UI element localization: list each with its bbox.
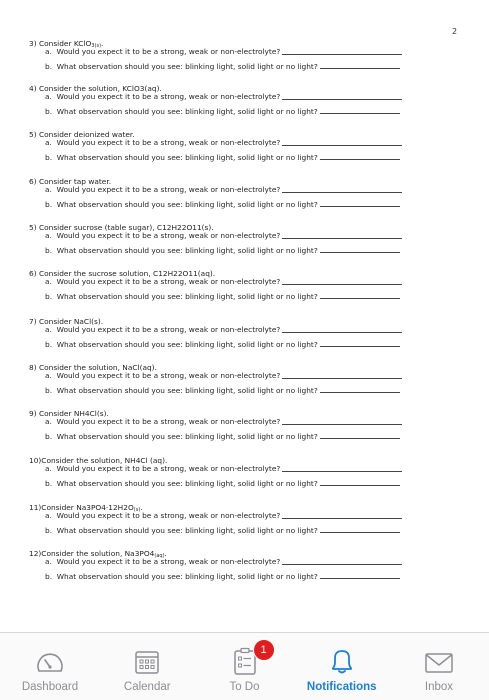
answer-blank[interactable] (320, 578, 400, 579)
question-heading: 3) Consider KClO$_{3(s)}$. (29, 39, 104, 49)
part-b-prompt: b. What observation should you see: blinking light, solid light or no light? (45, 478, 318, 488)
answer-blank[interactable] (320, 113, 400, 114)
question-8 (29, 364, 449, 394)
part-b-prompt: b. What observation should you see: blinking light, solid light or no light? (45, 431, 318, 441)
part-a-prompt: a. Would you expect it to be a strong, weak or non-electrolyte? (45, 511, 281, 521)
question-12 (29, 550, 449, 580)
question-6 (29, 178, 449, 208)
bell-icon (328, 641, 356, 675)
answer-blank[interactable] (320, 438, 400, 439)
todo-count-badge: 1 (253, 639, 275, 661)
part-b-prompt: b. What observation should you see: blinking light, solid light or no light? (45, 291, 318, 301)
part-a-prompt: a. Would you expect it to be a strong, weak or non-electrolyte? (45, 464, 281, 474)
answer-blank[interactable] (282, 99, 402, 100)
answer-blank[interactable] (320, 485, 400, 486)
part-b-prompt: b. What observation should you see: blinking light, solid light or no light? (45, 525, 318, 535)
calendar-icon (134, 641, 160, 675)
part-b-prompt: b. What observation should you see: blinking light, solid light or no light? (45, 199, 318, 209)
question-heading: 5) Consider deionized water. (29, 130, 135, 139)
answer-blank[interactable] (282, 332, 402, 333)
part-a-prompt: a. Would you expect it to be a strong, weak or non-electrolyte? (45, 325, 281, 335)
tab-todo[interactable] (205, 633, 285, 700)
question-heading: 4) Consider the solution, KClO3(aq). (29, 84, 162, 93)
part-a-prompt: a. Would you expect it to be a strong, weak or non-electrolyte? (45, 557, 281, 567)
answer-blank[interactable] (320, 252, 400, 253)
answer-blank[interactable] (282, 192, 402, 193)
tab-dashboard[interactable] (10, 633, 90, 700)
page-number: 2 (452, 27, 458, 36)
question-heading: 7) Consider NaCl(s). (29, 317, 104, 326)
part-b-prompt: b. What observation should you see: blinking light, solid light or no light? (45, 152, 318, 162)
tab-inbox[interactable] (399, 633, 479, 700)
question-4 (29, 85, 449, 115)
question-heading: 5) Consider sucrose (table sugar), C12H22O11(s). (29, 223, 214, 232)
part-b-prompt: b. What observation should you see: blinking light, solid light or no light? (45, 385, 318, 395)
answer-blank[interactable] (282, 471, 402, 472)
part-a-prompt: a. Would you expect it to be a strong, weak or non-electrolyte? (45, 231, 281, 241)
answer-blank[interactable] (320, 532, 400, 533)
question-5 (29, 131, 449, 161)
answer-blank[interactable] (320, 206, 400, 207)
dashboard-gauge-icon (35, 641, 65, 675)
tab-label: Inbox (424, 681, 454, 693)
part-a-prompt: a. Would you expect it to be a strong, weak or non-electrolyte? (45, 92, 281, 102)
part-a-prompt: a. Would you expect it to be a strong, weak or non-electrolyte? (45, 185, 281, 195)
inbox-mail-icon (424, 641, 454, 675)
tab-notifications[interactable] (302, 633, 382, 700)
answer-blank[interactable] (282, 518, 402, 519)
tab-label: Calendar (123, 681, 171, 693)
part-b-prompt: b. What observation should you see: blinking light, solid light or no light? (45, 245, 318, 255)
answer-blank[interactable] (282, 54, 402, 55)
answer-blank[interactable] (282, 238, 402, 239)
part-b-prompt: b. What observation should you see: blinking light, solid light or no light? (45, 106, 318, 116)
bottom-tab-bar (0, 632, 489, 700)
tab-label: Notifications (306, 681, 377, 693)
question-heading: 12)Consider the solution, $Na3PO4_{(aq)}$. (29, 549, 167, 559)
answer-blank[interactable] (282, 564, 402, 565)
question-heading: 6) Consider tap water. (29, 177, 112, 186)
answer-blank[interactable] (282, 284, 402, 285)
part-a-prompt: a. Would you expect it to be a strong, weak or non-electrolyte? (45, 138, 281, 148)
part-a-prompt: a. Would you expect it to be a strong, weak or non-electrolyte? (45, 417, 281, 427)
question-7 (29, 318, 449, 348)
question-heading: 10)Consider the solution, NH4Cl (aq). (29, 456, 168, 465)
part-a-prompt: a. Would you expect it to be a strong, weak or non-electrolyte? (45, 371, 281, 381)
part-b-prompt: b. What observation should you see: blinking light, solid light or no light? (45, 571, 318, 581)
answer-blank[interactable] (320, 298, 400, 299)
question-3 (29, 40, 449, 70)
question-6-sucrose-solution (29, 270, 449, 300)
part-a-prompt: a. Would you expect it to be a strong, weak or non-electrolyte? (45, 47, 281, 57)
answer-blank[interactable] (320, 346, 400, 347)
tab-label: Dashboard (21, 681, 79, 693)
question-9 (29, 410, 449, 440)
answer-blank[interactable] (282, 424, 402, 425)
question-heading: 6) Consider the sucrose solution, C12H22O11(aq). (29, 269, 216, 278)
question-heading: 8) Consider the solution, NaCl(aq). (29, 363, 157, 372)
answer-blank[interactable] (320, 159, 400, 160)
answer-blank[interactable] (282, 378, 402, 379)
part-b-prompt: b. What observation should you see: blinking light, solid light or no light? (45, 339, 318, 349)
tab-label: To Do (229, 681, 260, 693)
answer-blank[interactable] (320, 68, 400, 69)
part-a-prompt: a. Would you expect it to be a strong, weak or non-electrolyte? (45, 277, 281, 287)
answer-blank[interactable] (282, 145, 402, 146)
question-5-sucrose (29, 224, 449, 254)
question-11 (29, 504, 449, 534)
question-heading: 11)Consider $Na3PO4\cdot 12H2O_{(s)}$. (29, 503, 143, 513)
tab-calendar[interactable] (107, 633, 187, 700)
part-b-prompt: b. What observation should you see: blinking light, solid light or no light? (45, 61, 318, 71)
answer-blank[interactable] (320, 392, 400, 393)
question-10 (29, 457, 449, 487)
question-heading: 9) Consider NH4Cl(s). (29, 409, 109, 418)
